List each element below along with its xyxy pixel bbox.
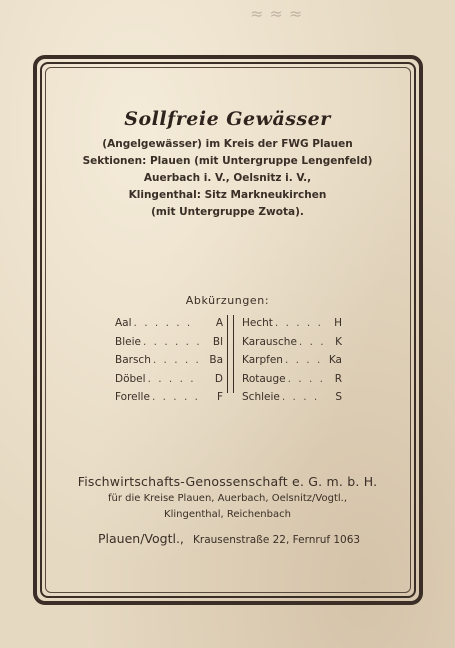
fish-code: R [334, 372, 342, 385]
fish-code: K [335, 335, 342, 348]
abbreviation-row [242, 388, 342, 407]
fish-name: Rotauge [242, 372, 286, 385]
address-street: Krausenstraße 22, Fernruf 1063 [193, 534, 361, 546]
document-title: Sollfreie Gewässer [124, 108, 331, 130]
fish-name: Barsch [115, 354, 151, 366]
leader-dots: . . . . [284, 354, 323, 366]
fish-code: D [214, 372, 223, 385]
leader-dots: . . . [298, 335, 326, 348]
leader-dots: . . . . . [152, 354, 201, 366]
abbreviation-row [115, 333, 223, 352]
fish-code: H [334, 317, 342, 329]
publisher-districts-cont: Klingenthal, Reichenbach [164, 509, 291, 520]
intro-line: Klingenthal: Sitz Markneukirchen [128, 189, 327, 201]
fish-code: F [216, 391, 223, 403]
abbreviation-row [242, 351, 342, 370]
fish-name: Karausche [242, 335, 297, 348]
abbreviation-row [115, 351, 223, 370]
fish-name: Hecht [242, 317, 273, 329]
abbreviation-row [242, 370, 342, 389]
publisher-districts: für die Kreise Plauen, Auerbach, Oelsnitz/Vogtl., [107, 493, 347, 504]
column-divider [227, 315, 234, 393]
abbreviations-right-column [242, 314, 342, 407]
leader-dots: . . . . . [274, 317, 323, 329]
address-city: Plauen/Vogtl., [98, 531, 184, 546]
publisher-address [98, 528, 398, 547]
leader-dots: . . . . [281, 391, 320, 403]
intro-text [0, 136, 455, 221]
abbreviations-title: Abkürzungen: [185, 294, 270, 307]
fish-name: Forelle [115, 391, 150, 403]
fish-code: A [215, 317, 223, 329]
abbreviation-row [115, 314, 223, 333]
intro-line: (mit Untergruppe Zwota). [151, 206, 304, 218]
publisher-name: Fischwirtschafts-Genossenschaft e. G. m. b. H. [77, 474, 378, 489]
leader-dots: . . . . . [151, 391, 200, 403]
leader-dots: . . . . . . [133, 317, 193, 329]
fish-name: Aal [115, 317, 132, 329]
fish-code: Ka [328, 354, 342, 366]
leader-dots: . . . . . [147, 372, 196, 385]
fish-code: Ba [209, 354, 223, 366]
fish-code: Bl [212, 335, 223, 348]
abbreviation-row [242, 314, 342, 333]
abbreviation-row [115, 388, 223, 407]
leader-dots: . . . . [287, 372, 325, 385]
fish-name: Döbel [115, 372, 146, 385]
abbreviations-left-column [115, 314, 223, 407]
intro-line: (Angelgewässer) im Kreis der FWG Plauen [102, 138, 353, 150]
leader-dots: . . . . . . [142, 335, 202, 348]
fish-name: Karpfen [242, 354, 283, 366]
intro-line: Auerbach i. V., Oelsnitz i. V., [143, 172, 312, 184]
fish-name: Bleie [115, 335, 141, 348]
intro-line: Sektionen: Plauen (mit Untergruppe Lengenfeld) [82, 155, 373, 167]
abbreviation-row [115, 370, 223, 389]
abbreviation-row [242, 333, 342, 352]
fish-code: S [335, 391, 342, 403]
pencil-scribble: ≈≈≈ [250, 4, 309, 23]
fish-name: Schleie [242, 391, 280, 403]
